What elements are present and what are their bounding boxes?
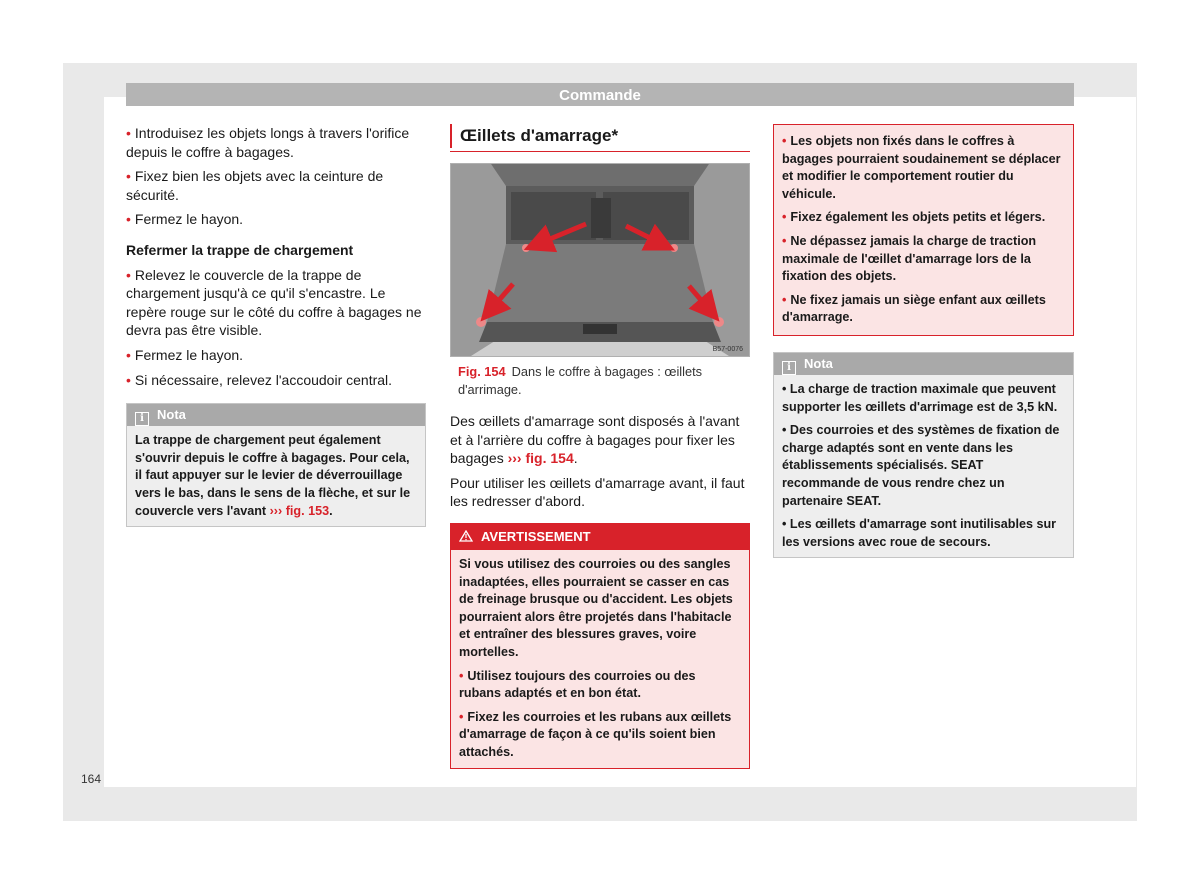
page-number: 164: [81, 772, 102, 786]
warning-box: [450, 523, 750, 769]
warning-box-continued: [773, 124, 1074, 336]
list-item: • Introduisez les objets longs à travers l'orifice depuis le coffre à bagages.: [126, 124, 426, 161]
figure-code: B57-0076: [712, 346, 743, 353]
note-text-end: .: [329, 503, 333, 518]
note-body: [127, 426, 425, 526]
note-item-text: Des courroies et des systèmes de fixation de charge adaptés sont en vente dans les établissements spécialisés. SEAT recommande de vous rendre chez un partenaire SEAT.: [782, 423, 1060, 508]
note-title: Nota: [157, 407, 186, 423]
list-item: • Des courroies et des systèmes de fixation de charge adaptés sont en vente dans les établissements spécialisés. SEAT recommande de vous rendre chez un partenaire SEAT.: [782, 423, 1060, 508]
warning-body: [451, 550, 749, 768]
caption-text: Dans le coffre à bagages : œillets d'arrimage.: [458, 364, 703, 397]
note-item-text: La charge de traction maximale que peuvent supporter les œillets d'arrimage est de 3,5 kN.: [782, 381, 1058, 414]
warning-triangle-icon: [459, 530, 473, 542]
list-item: • Relevez le couvercle de la trappe de chargement jusqu'à ce qu'il s'encastre. Le repère rouge sur le côté du coffre à bagages ne devra pas être visible.: [126, 266, 426, 340]
section-header: Commande: [126, 83, 1074, 106]
list-item: • Fixez également les objets petits et légers.: [782, 209, 1065, 227]
note-body: [774, 375, 1073, 557]
note-header: [127, 404, 425, 426]
note-item-text: Les œillets d'amarrage sont inutilisables sur les versions avec roue de secours.: [782, 517, 1057, 549]
trunk-image: [451, 164, 749, 356]
warning-body: [774, 125, 1073, 335]
note-box: [773, 352, 1074, 558]
list-item: • Fixez les courroies et les rubans aux œillets d'amarrage de façon à ce qu'ils soient bien attachés.: [459, 709, 741, 762]
warning-header: [451, 524, 749, 550]
figure-caption: [458, 363, 750, 398]
list-item: • Fermez le hayon.: [126, 346, 426, 365]
list-item: • Si nécessaire, relevez l'accoudoir central.: [126, 371, 426, 390]
list-item: • Les œillets d'amarrage sont inutilisables sur les versions avec roue de secours.: [782, 517, 1057, 549]
warning-intro: Si vous utilisez des courroies ou des sangles inadaptées, elles pourraient se casser en cas de freinage brusque ou d'accident. Les objets pourraient alors être projetés dans l'habitacle et entraîner des blessures graves, voire mortelles.: [459, 556, 733, 659]
note-text-main: La trappe de chargement peut également s'ouvrir depuis le coffre à bagages. Pour cela, il faut appuyer sur le levier de déverrouillage vers le bas, dans le sens de la flèche, et sur le couvercle vers l'avant: [135, 433, 411, 518]
paragraph-end: .: [573, 450, 578, 467]
list-item: • Les objets non fixés dans le coffres à bagages pourraient soudainement se déplacer et modifier le comportement routier du véhicule.: [782, 133, 1065, 203]
list-item: • La charge de traction maximale que peuvent supporter les œillets d'arrimage est de 3,5 kN.: [782, 381, 1058, 414]
section-title: Œillets d'amarrage*: [450, 124, 750, 148]
info-icon: i: [135, 412, 149, 426]
info-icon: i: [782, 361, 796, 375]
list-item: • Ne fixez jamais un siège enfant aux œillets d'amarrage.: [782, 292, 1065, 327]
paragraph-text: Des œillets d'amarrage sont disposés à l'avant et à l'arrière du coffre à bagages pour fixer les bagages: [450, 413, 740, 467]
paragraph: [450, 412, 750, 468]
note-box: [126, 403, 426, 527]
list-item: • Fermez le hayon.: [126, 210, 426, 229]
list-item: • Ne dépassez jamais la charge de traction maximale de l'œillet d'amarrage lors de la fixation des objets.: [782, 233, 1065, 286]
trunk-illustration: [450, 163, 750, 357]
column-left: [126, 124, 426, 527]
list-item: • Utilisez toujours des courroies ou des rubans adaptés et en bon état.: [459, 668, 741, 703]
column-middle: [450, 124, 750, 769]
caption-label: Fig. 154: [458, 364, 506, 379]
note-header: [774, 353, 1073, 375]
figure-link[interactable]: ››› fig. 154: [507, 450, 574, 467]
column-right: [773, 124, 1074, 558]
note-text: [135, 432, 417, 520]
warning-title: AVERTISSEMENT: [481, 528, 591, 544]
note-title: Nota: [804, 355, 833, 371]
subheading: Refermer la trappe de chargement: [126, 241, 354, 258]
list-item: • Fixez bien les objets avec la ceinture de sécurité.: [126, 167, 426, 204]
title-rule: [450, 151, 750, 152]
figure-link[interactable]: ››› fig. 153: [269, 503, 330, 518]
paragraph: Pour utiliser les œillets d'amarrage avant, il faut les redresser d'abord.: [450, 474, 745, 510]
